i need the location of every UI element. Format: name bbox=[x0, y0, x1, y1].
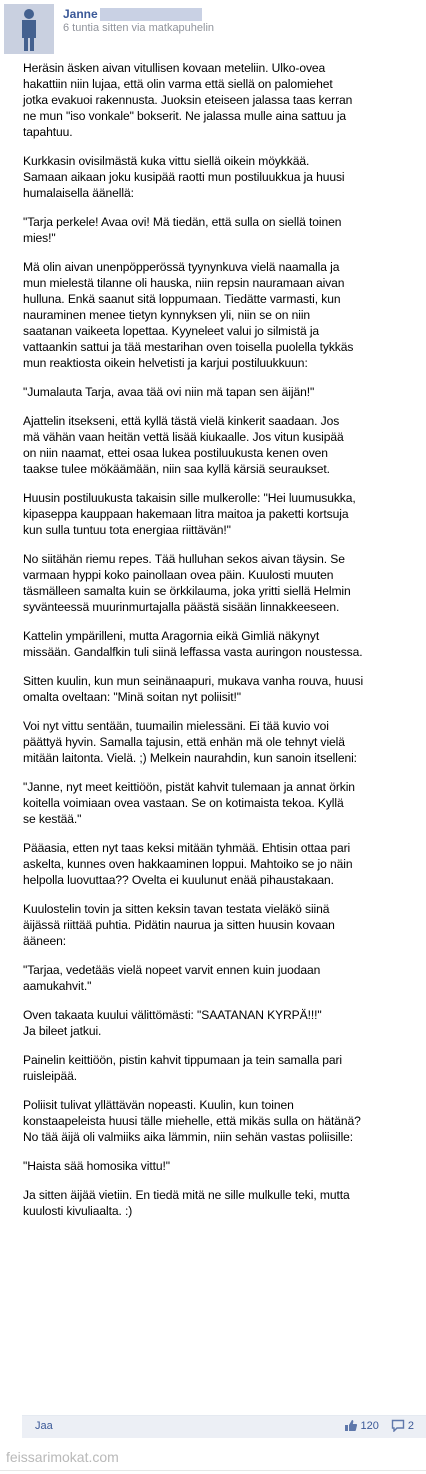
thumbs-up-icon[interactable] bbox=[344, 1419, 358, 1432]
post-paragraph: Pääasia, etten nyt taas keksi mitään tyhmää. Ehtisin ottaa pari askelta, kunnes oven hakkaaminen loppui. Mahtoiko se jo näin helpolla luovuttaa?? Ovelta ei kuulunut enää pihaustakaan. bbox=[23, 841, 353, 887]
bottom-divider bbox=[0, 1470, 426, 1471]
comments-count[interactable]: 2 bbox=[407, 1419, 414, 1432]
post-paragraph: Sitten kuulin, kun mun seinänaapuri, mukava vanha rouva, huusi omalta oveltaan: "Minä soitan nyt poliisit!" bbox=[23, 674, 364, 704]
post-paragraph: Huusin postiluukusta takaisin sille mulkerolle: "Hei luumusukka, kipaseppa kauppaan hakemaan litra maitoa ja paketti kortsuja kun sulla tuntuu tota energiaa riittävän!" bbox=[23, 491, 356, 537]
watermark: feissarimokat.com bbox=[6, 1449, 119, 1465]
post-body bbox=[23, 60, 426, 1232]
avatar[interactable] bbox=[4, 4, 54, 54]
post-header bbox=[0, 0, 426, 58]
post-paragraph: "Janne, nyt meet keittiöön, pistät kahvit tulemaan ja annat örkin koitella voimiaan ovea vastaan. Se on kotimaista tekoa. Kyllä se kestää." bbox=[23, 780, 355, 826]
post-paragraph: Oven takaata kuului välittömästi: "SAATANAN KYRPÄ!!!" Ja bileet jatkui. bbox=[23, 1008, 322, 1038]
post-paragraph: Heräsin äsken aivan vitullisen kovaan meteliin. Ulko-ovea hakattiin niin lujaa, että olin varma että siellä on palomiehet jotka evakuoi rakennusta. Juoksin eteiseen jalassa taas kerran ne mun "iso vonkale" bokserit. Ne jalassa mulle aina sattuu ja tapahtuu. bbox=[23, 61, 353, 139]
post-paragraph: Kattelin ympärilleni, mutta Aragornia eikä Gimliä näkynyt missään. Gandalfkin tuli siinä leffassa vasta auringon noustessa. bbox=[23, 629, 363, 659]
author-name[interactable]: Janne bbox=[63, 7, 98, 21]
post-meta: 6 tuntia sitten via matkapuhelin bbox=[63, 22, 215, 34]
author-row bbox=[63, 6, 202, 22]
post-paragraph: Ja sitten äijää vietiin. En tiedä mitä ne sille mulkulle teki, mutta kuulosti kivuliaalta. :) bbox=[23, 1188, 350, 1218]
post-paragraph: Poliisit tulivat yllättävän nopeasti. Kuulin, kun toinen konstaapeleista huusi tälle miehelle, että mikäs sulla on hätänä? No tää äijä oli valmiiks aika lämmin, niin sehän vastas poliisille: bbox=[23, 1098, 361, 1144]
post-paragraph: Kurkkasin ovisilmästä kuka vittu siellä oikein möykkää. Samaan aikaan joku kusipää raotti mun postiluukkua ja huusi humalaisella äänellä: bbox=[23, 154, 345, 200]
post-paragraph: Kuulostelin tovin ja sitten keksin tavan testata vieläkö siinä äijässä riittää puhtia. Pidätin naurua ja sitten huusin kovaan ääneen: bbox=[23, 902, 335, 948]
default-avatar-silhouette-icon bbox=[4, 4, 54, 54]
post-paragraph: Voi nyt vittu sentään, tuumailin mielessäni. Ei tää kuvio voi päättyä hyvin. Samalla tajusin, että enhän mä ole tehnyt vielä mitään laitonta. Vielä. ;) Melkein naurahdin, kun sanoin itselleni: bbox=[23, 719, 357, 765]
post-paragraph: Ajattelin itsekseni, että kyllä tästä vielä kinkerit saadaan. Jos mä vähän vaan heitän vettä lisää kiukaalle. Jos vitun kusipää on niin naamat, ettei osaa lukea postiluukusta kenen oven taakse tulee mökäämään, niin saa kyllä kärsiä seuraukset. bbox=[23, 414, 344, 476]
post-stats bbox=[344, 1419, 414, 1432]
post-paragraph: Mä olin aivan unenpöpperössä tyynynkuva vielä naamalla ja mun mielestä tilanne oli hauska, niin repsin nauramaan aivan hulluna. Enkä saanut sitä loppumaan. Tiedätte varmasti, kun nauraminen menee tietyn kynnyksen yli, niin se on niin saatanan vaikeeta lopettaa. Kyyneleet valui jo silmistä ja vattaankin sattui ja tää mestarihan oven toisella puolella tykkäs mun reaktiosta oikein helvetisti ja karjui postiluukkuun: bbox=[23, 260, 354, 370]
redacted-surname bbox=[100, 8, 202, 21]
likes-count[interactable]: 120 bbox=[360, 1419, 379, 1432]
post-paragraph: Painelin keittiöön, pistin kahvit tippumaan ja tein samalla pari ruisleipää. bbox=[23, 1053, 342, 1083]
comment-bubble-icon[interactable] bbox=[391, 1419, 405, 1432]
share-link[interactable]: Jaa bbox=[35, 1420, 53, 1432]
post-paragraph: No siitähän riemu repes. Tää hulluhan sekos aivan täysin. Se varmaan hyppi koko painollaan ovea päin. Kuulosti muuten täsmälleen samalta kuin se örkkilauma, joka yritti siellä Helmin syvänteessä muurinmurtajalla päästä sisään linnakkeeseen. bbox=[23, 552, 351, 614]
post-paragraph: "Tarjaa, vedetääs vielä nopeet varvit ennen kuin juodaan aamukahvit." bbox=[23, 963, 321, 993]
post-paragraph: "Haista sää homosika vittu!" bbox=[23, 1159, 170, 1173]
post-footer bbox=[22, 1415, 426, 1438]
post-paragraph: "Jumalauta Tarja, avaa tää ovi niin mä tapan sen äijän!" bbox=[23, 385, 315, 399]
post-paragraph: "Tarja perkele! Avaa ovi! Mä tiedän, että sulla on siellä toinen mies!" bbox=[23, 215, 342, 245]
